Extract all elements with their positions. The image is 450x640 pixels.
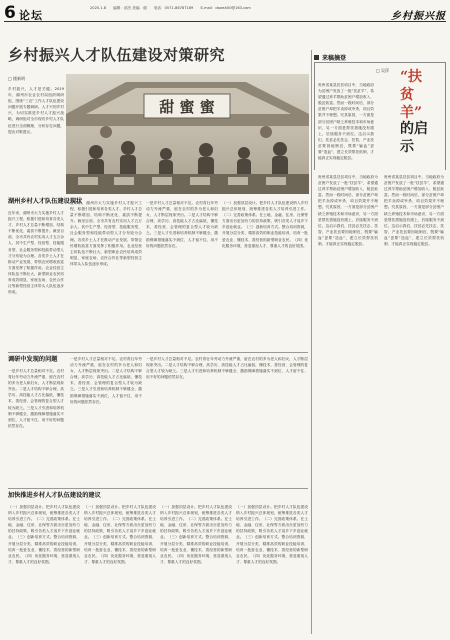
suggestions-column-3: （一）加强顶层设计。把乡村人才队伍建设纳入乡村振兴总体规划，统筹推进各类人才培养引进工作。（二）完善政策体系。在土地、金融、住房、社保等方面出台更加有力的扶持政策，吸引各类人才返乡下乡创业就业。（三）创新培育方式。整合培训资源，开展分层分类、精准高效的职业技能培训，培育一批爱农业、懂技术、善经营的新型职业农民。（四）优化服务环境，营造重视人才、尊重人才的良好氛围。 <box>160 505 232 564</box>
photo-banner-text: 甜 蜜 蜜 <box>159 98 215 116</box>
masthead-logo: 乡村振兴报 <box>391 11 446 22</box>
section-divider <box>8 352 308 353</box>
section-title: 论坛 <box>19 9 43 22</box>
sidebar-title-sub: 的启示 <box>400 121 428 155</box>
contact-phone: 电话：0571-86787189 <box>153 6 194 10</box>
page-header <box>4 4 446 22</box>
sidebar-text-top: 贵州省某县扶贫项目中，当地政府为贫困户发放了一批“扶贫羊”，希望通过养羊帮助贫困户增加收入、脱贫致富。然而一段时间后，部分贫困户却把羊卖掉或宰杀，项目效果并不理想。究其原因，一方面是部分贫困户缺乏养殖技术和市场意识，另一方面是帮扶措施没有跟上，后续服务不到位。这启示我们，扶贫必先扶志、扶智，产业扶贫要因地制宜，既要“输血”更要“造血”，建立长效帮扶机制，才能真正实现稳定脱贫。 <box>318 83 374 161</box>
contact-email: E-mail：dawsh00@163.com <box>200 6 251 10</box>
header-meta <box>90 6 257 11</box>
section-heading-problems: 调研中发现的问题 <box>8 356 58 363</box>
article-headline: 乡村振兴人才队伍建设对策研究 <box>8 46 226 64</box>
sidebar-text-col2: 贵州省某县扶贫项目中，当地政府为贫困户发放了一批“扶贫羊”，希望通过养羊帮助贫困户增加收入、脱贫致富。然而一段时间后，部分贫困户却把羊卖掉或宰杀，项目效果并不理想。究其原因，一方面是部分贫困户缺乏养殖技术和市场意识，另一方面是帮扶措施没有跟上，后续服务不到位。这启示我们，扶贫必先扶志、扶智，产业扶贫要因地制宜，既要“输血”更要“造血”，建立长效帮扶机制，才能真正实现稳定脱贫。 <box>384 175 444 247</box>
section-text-problems: 一是乡村人才总量相对不足。农村青壮年劳动力外流严重，留在农村的多为老人和妇女，人才断层现象突出。二是人才结构不够合理，高学历、高技能人才占比偏低，懂技术、善经营、会管理的复合型人才较为缺乏。三是人才引进和培养机制不够健全，激励保障措施落实不到位，人才留不住、用不好的问题依然存在。 <box>8 369 64 428</box>
photo-illustration <box>66 74 309 194</box>
article-photo <box>66 74 309 194</box>
sidebar-label: 来稿摘登 <box>314 53 346 62</box>
section-text-status: 近年来，湖州市大力实施乡村人才振兴工程，积极引进和培育各类人才，乡村人才总量不断增加、结构不断优化、素质不断提升。截至目前，全市共有农村实用人才五万余人，其中生产型、经营型、技能服务型、社会服务型和技能带动型人才分布较为合理。各类乡土人才在推动产业发展、带领农民增收致富方面发挥了积极作用。农业经营主体队伍不断壮大，新型职业农民培育成效明显，家庭农场、农民合作社等新型经营主体带头人队伍逐步形成。 <box>8 211 64 295</box>
suggestions-column-4: （一）加强顶层设计。把乡村人才队伍建设纳入乡村振兴总体规划，统筹推进各类人才培养引进工作。（二）完善政策体系。在土地、金融、住房、社保等方面出台更加有力的扶持政策，吸引各类人才返乡下乡创业就业。（三）创新培育方式。整合培训资源，开展分层分类、精准高效的职业技能培训，培育一批爱农业、懂技术、善经营的新型职业农民。（四）优化服务环境，营造重视人才、尊重人才的良好氛围。 <box>236 505 308 564</box>
article-column-2: 近年来，湖州市大力实施乡村人才振兴工程，积极引进和培育各类人才，乡村人才总量不断增加、结构不断优化、素质不断提升。截至目前，全市共有农村实用人才五万余人，其中生产型、经营型、技能服务型、社会服务型和技能带动型人才分布较为合理。各类乡土人才在推动产业发展、带领农民增收致富方面发挥了积极作用。农业经营主体队伍不断壮大，新型职业农民培育成效明显，家庭农场、农民合作社等新型经营主体带头人队伍逐步形成。 <box>70 201 142 266</box>
article-column-3: 一是乡村人才总量相对不足。农村青壮年劳动力外流严重，留在农村的多为老人和妇女，人才断层现象突出。二是人才结构不够合理，高学历、高技能人才占比偏低，懂技术、善经营、会管理的复合型人才较为缺乏。三是人才引进和培养机制不够健全，激励保障措施落实不到位，人才留不住、用不好的问题依然存在。 <box>146 201 218 248</box>
problems-column-3: 一是乡村人才总量相对不足。农村青壮年劳动力外流严重，留在农村的多为老人和妇女，人才断层现象突出。二是人才结构不够合理，高学历、高技能人才占比偏低，懂技术、善经营、会管理的复合型人才较为缺乏。三是人才引进和培养机制不够健全，激励保障措施落实不到位，人才留不住、用不好的问题依然存在。 <box>146 357 308 380</box>
article-column-4: （一）加强顶层设计。把乡村人才队伍建设纳入乡村振兴总体规划，统筹推进各类人才培养引进工作。（二）完善政策体系。在土地、金融、住房、社保等方面出台更加有力的扶持政策，吸引各类人才返乡下乡创业就业。（三）创新培育方式。整合培训资源，开展分层分类、精准高效的职业技能培训，培育一批爱农业、懂技术、善经营的新型职业农民。（四）优化服务环境，营造重视人才、尊重人才的良好氛围。 <box>222 201 308 248</box>
issue-date: 2020.1.8 <box>90 6 107 10</box>
article-intro: 乡村振兴，人才是关键。2019年，湖州市农业农村局组织调研组，围绕“三农”工作人才队伍建设问题开展专题调研。人才兴则乡村兴，为切实推进乡村人才振兴战略，调研组对全市现有乡村人才队伍进行全面梳理，分析存在问题，提出对策建议。 <box>8 87 64 134</box>
column-divider <box>311 50 312 634</box>
section-heading-suggestions: 加快推进乡村人才队伍建设的建议 <box>8 492 101 499</box>
section-divider-2 <box>8 488 308 489</box>
problems-column-2: 一是乡村人才总量相对不足。农村青壮年劳动力外流严重，留在农村的多为老人和妇女，人才断层现象突出。二是人才结构不够合理，高学历、高技能人才占比偏低，懂技术、善经营、会管理的复合型人才较为缺乏。三是人才引进和培养机制不够健全，激励保障措施落实不到位，人才留不住、用不好的问题依然存在。 <box>70 357 142 404</box>
section-text-suggestions: （一）加强顶层设计。把乡村人才队伍建设纳入乡村振兴总体规划，统筹推进各类人才培养引进工作。（二）完善政策体系。在土地、金融、住房、社保等方面出台更加有力的扶持政策，吸引各类人才返乡下乡创业就业。（三）创新培育方式。整合培训资源，开展分层分类、精准高效的职业技能培训，培育一批爱农业、懂技术、善经营的新型职业农民。（四）优化服务环境，营造重视人才、尊重人才的良好氛围。 <box>8 505 80 564</box>
page-number: 6 <box>4 3 16 23</box>
editor-credit: 编辑：邱杰 美编：谢 <box>113 6 147 10</box>
sidebar-author: □ 吴萍 <box>376 68 390 73</box>
section-heading-status: 湖州乡村人才队伍建设现状 <box>8 198 83 205</box>
sidebar-title-main: “扶贫羊” <box>400 69 423 121</box>
sidebar-title <box>400 68 436 156</box>
article-byline: □ 楼新明 <box>8 76 26 81</box>
suggestions-column-2: （一）加强顶层设计。把乡村人才队伍建设纳入乡村振兴总体规划，统筹推进各类人才培养引进工作。（二）完善政策体系。在土地、金融、住房、社保等方面出台更加有力的扶持政策，吸引各类人才返乡下乡创业就业。（三）创新培育方式。整合培训资源，开展分层分类、精准高效的职业技能培训，培育一批爱农业、懂技术、善经营的新型职业农民。（四）优化服务环境，营造重视人才、尊重人才的良好氛围。 <box>84 505 156 564</box>
sidebar-text-col1: 贵州省某县扶贫项目中，当地政府为贫困户发放了一批“扶贫羊”，希望通过养羊帮助贫困户增加收入、脱贫致富。然而一段时间后，部分贫困户却把羊卖掉或宰杀，项目效果并不理想。究其原因，一方面是部分贫困户缺乏养殖技术和市场意识，另一方面是帮扶措施没有跟上，后续服务不到位。这启示我们，扶贫必先扶志、扶智，产业扶贫要因地制宜，既要“输血”更要“造血”，建立长效帮扶机制，才能真正实现稳定脱贫。 <box>318 175 378 247</box>
